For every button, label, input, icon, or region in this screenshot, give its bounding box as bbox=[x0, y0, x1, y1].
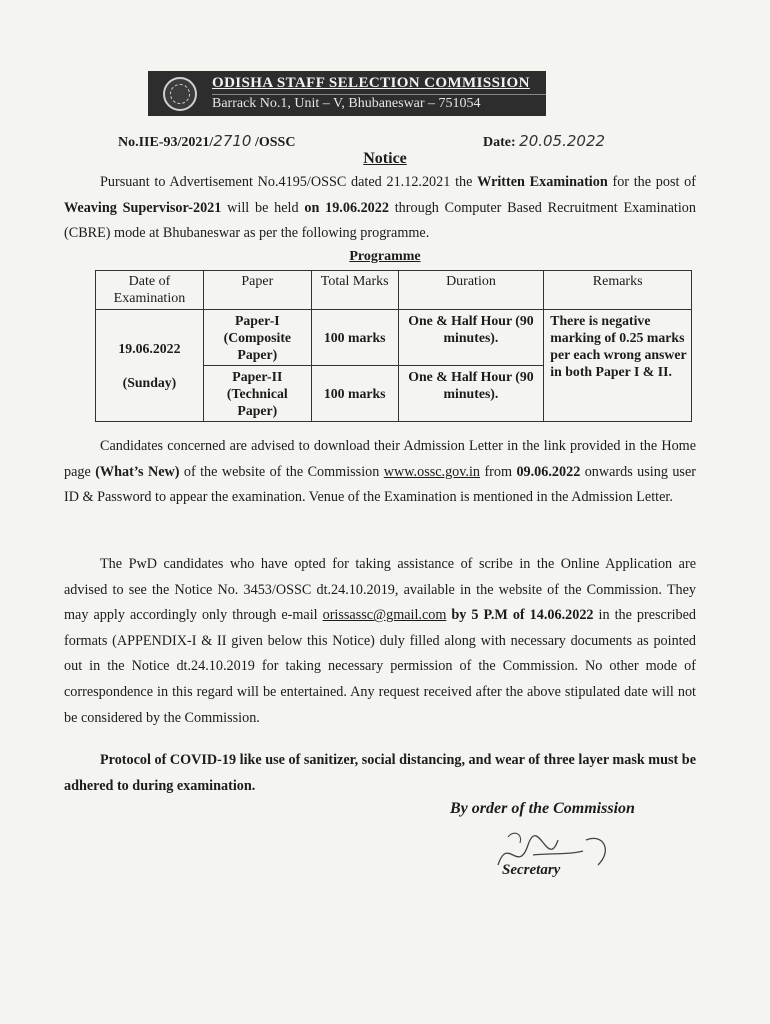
reference-number: No.IIE-93/2021/2710 /OSSC bbox=[118, 132, 296, 150]
table-header-row bbox=[96, 271, 692, 310]
covid-note: Protocol of COVID-19 like use of sanitizer, social distancing, and wear of three layer mask must be adhered to during examination. bbox=[64, 752, 696, 794]
header-paper: Paper bbox=[203, 271, 311, 310]
remarks-cell: There is negative marking of 0.25 marks per each wrong answer in both Paper I & II. bbox=[544, 310, 692, 422]
admission-letter-paragraph: Candidates concerned are advised to download their Admission Letter in the link provided in the Home page (What’s New) of the website of the Commission www.ossc.gov.in from 09.06.2022 onwards using user ID & Password to appear the examination. Venue of the Examination is mentioned in the Admission Letter. bbox=[64, 438, 696, 506]
table-row bbox=[96, 310, 692, 366]
header-date: Date of Examination bbox=[96, 271, 204, 310]
paper-cell: Paper-II (Technical Paper) bbox=[203, 366, 311, 422]
intro-paragraph: Pursuant to Advertisement No.4195/OSSC dated 21.12.2021 the Written Examination for the post of Weaving Supervisor-2021 will be held on 19.06.2022 through Computer Based Recruitment Examination (CBRE) mode at Bhubaneswar as per the following programme. bbox=[64, 174, 696, 242]
marks-cell: 100 marks bbox=[311, 310, 398, 366]
secretary-designation: Secretary bbox=[502, 862, 561, 878]
paper-cell: Paper-I (Composite Paper) bbox=[203, 310, 311, 366]
header-marks: Total Marks bbox=[311, 271, 398, 310]
programme-table bbox=[95, 270, 692, 422]
handwritten-date: 20.05.2022 bbox=[519, 132, 606, 150]
by-order-line: By order of the Commission bbox=[450, 800, 635, 817]
header-remarks: Remarks bbox=[544, 271, 692, 310]
website-link[interactable]: www.ossc.gov.in bbox=[383, 463, 481, 480]
commission-address: Barrack No.1, Unit – V, Bhubaneswar – 751054 bbox=[212, 94, 546, 113]
email-link[interactable]: orissassc@gmail.com bbox=[322, 607, 447, 624]
duration-cell: One & Half Hour (90 minutes). bbox=[398, 366, 544, 422]
letterhead bbox=[148, 71, 546, 116]
handwritten-number: 2710 bbox=[213, 132, 252, 150]
programme-heading: Programme bbox=[349, 249, 421, 264]
notice-date: Date: 20.05.2022 bbox=[483, 132, 606, 150]
duration-cell: One & Half Hour (90 minutes). bbox=[398, 310, 544, 366]
pwd-paragraph: The PwD candidates who have opted for taking assistance of scribe in the Online Application are advised to see the Notice No. 3453/OSSC dt.24.10.2019, available in the website of the Commission. They may apply accordingly only through e-mail orissassc@gmail.com by 5 P.M of 14.06.2022 in the prescribed formats (APPENDIX-I & II given below this Notice) duly filled along with necessary documents as pointed out in the Notice dt.24.10.2019 for taking necessary permission of the Commission. No other mode of correspondence in this regard will be entertained. Any request received after the above stipulated date will not be considered by the Commission. bbox=[64, 556, 697, 726]
commission-name: ODISHA STAFF SELECTION COMMISSION bbox=[212, 75, 530, 91]
notice-title: Notice bbox=[363, 150, 407, 167]
commission-seal-icon bbox=[148, 71, 212, 116]
header-duration: Duration bbox=[398, 271, 544, 310]
exam-day: (Sunday) bbox=[122, 374, 177, 390]
exam-date: 19.06.2022 bbox=[118, 340, 181, 356]
marks-cell: 100 marks bbox=[311, 366, 398, 422]
exam-date-cell bbox=[96, 310, 204, 422]
